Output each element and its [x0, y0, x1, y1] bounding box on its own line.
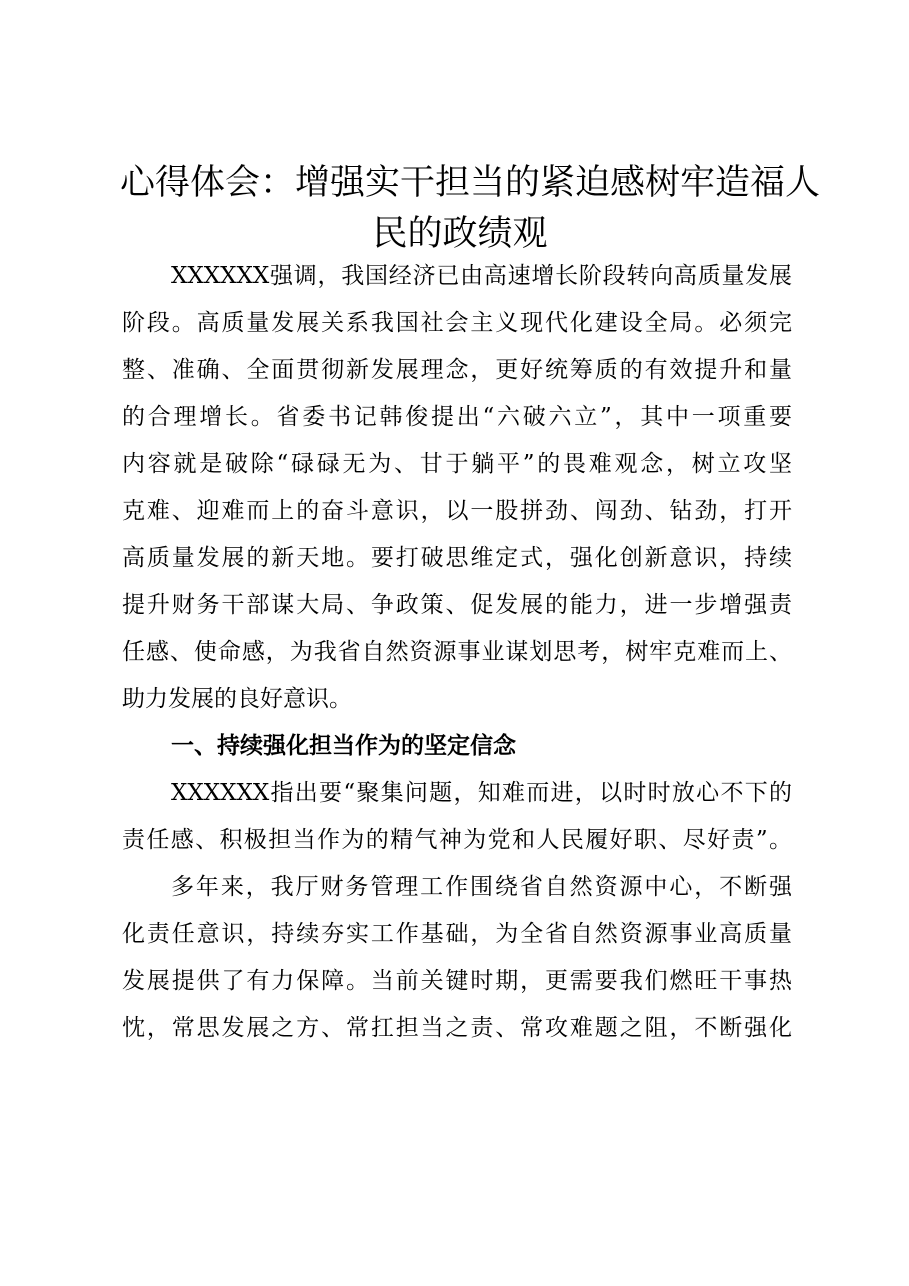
paragraph-1-line: 的合理增长。省委书记韩俊提出“六破六立”，其中一项重要: [122, 404, 792, 430]
paragraph-1-line: 克难、迎难而上的奋斗意识，以一股拼劲、闯劲、钻劲，打开: [122, 498, 792, 524]
paragraph-1-line: XXXXXX强调，我国经济已由高速增长阶段转向高质量发展: [171, 263, 792, 289]
paragraph-1-line: 任感、使命感，为我省自然资源事业谋划思考，树牢克难而上、: [122, 639, 792, 665]
paragraph-2-line: XXXXXX指出要“聚集问题，知难而进，以时时放心不下的: [171, 780, 792, 806]
document-title-line-2: 民的政绩观: [372, 214, 548, 254]
paragraph-2-line: 责任感、积极担当作为的精气神为党和人民履好职、尽好责”。: [122, 827, 792, 853]
paragraph-1-line: 阶段。高质量发展关系我国社会主义现代化建设全局。必须完: [122, 310, 792, 336]
paragraph-1-line: 助力发展的良好意识。: [122, 686, 352, 712]
document-title-line-1: 心得体会：增强实干担当的紧迫感树牢造福人: [120, 163, 821, 203]
paragraph-1-line: 内容就是破除“碌碌无为、甘于躺平”的畏难观念，树立攻坚: [122, 451, 792, 477]
paragraph-3-line: 忱，常思发展之方、常扛担当之责、常攻难题之阻，不断强化: [122, 1015, 792, 1041]
paragraph-3-line: 发展提供了有力保障。当前关键时期，更需要我们燃旺干事热: [122, 968, 792, 994]
paragraph-1-line: 整、准确、全面贯彻新发展理念，更好统筹质的有效提升和量: [122, 357, 792, 383]
paragraph-3-line: 化责任意识，持续夯实工作基础，为全省自然资源事业高质量: [122, 921, 792, 947]
section-heading-1: 一、持续强化担当作为的坚定信念: [171, 733, 516, 759]
paragraph-3-line: 多年来，我厅财务管理工作围绕省自然资源中心，不断强: [171, 874, 792, 900]
paragraph-1-line: 提升财务干部谋大局、争政策、促发展的能力，进一步增强责: [122, 592, 792, 618]
paragraph-1-line: 高质量发展的新天地。要打破思维定式，强化创新意识，持续: [122, 545, 792, 571]
